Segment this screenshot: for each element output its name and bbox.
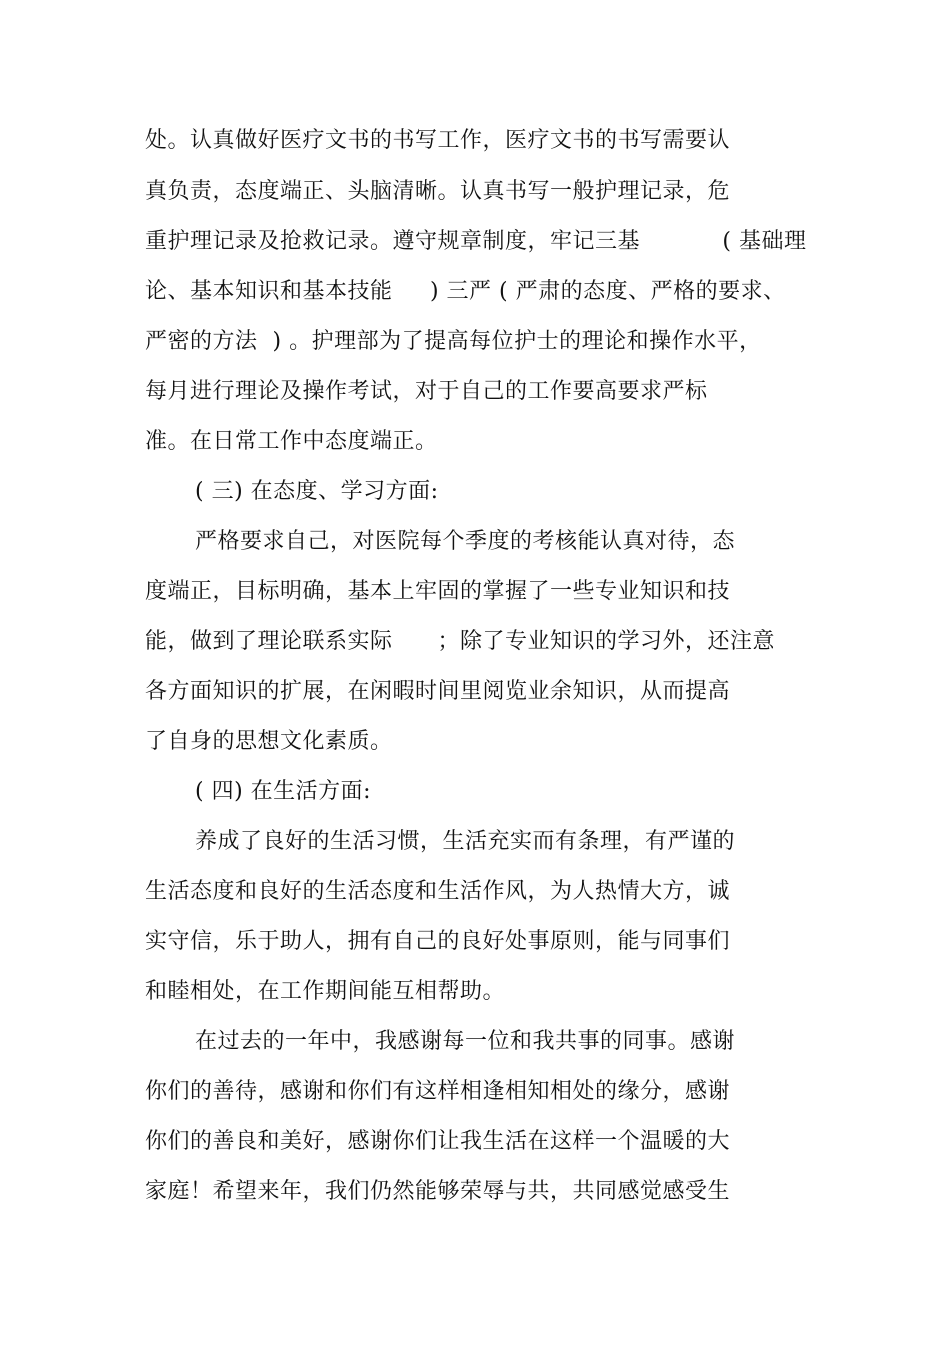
text-line: 论、基本知识和基本技能 ) 三严 ( 严肃的态度、严格的要求、 (145, 279, 786, 304)
text-line: 处。认真做好医疗文书的书写工作，医疗文书的书写需要认 (145, 128, 731, 153)
text-line: 每月进行理论及操作考试，对于自己的工作要高要求严标 (145, 379, 708, 404)
section-heading: ( 三) 在态度、学习方面: (195, 479, 439, 504)
text-line: 严密的方法 ) 。护理部为了提高每位护士的理论和操作水平， (145, 329, 762, 354)
section-heading: ( 四) 在生活方面: (195, 779, 372, 804)
text-line: 能，做到了理论联系实际 ；除了专业知识的学习外，还注意 (145, 629, 775, 654)
text-line: 实守信，乐于助人，拥有自己的良好处事原则，能与同事们 (145, 929, 731, 954)
text-line: 你们的善良和美好，感谢你们让我生活在这样一个温暖的大 (145, 1129, 731, 1154)
text-line: 了自身的思想文化素质。 (145, 729, 393, 754)
text-line: 重护理记录及抢救记录。遵守规章制度，牢记三基 ( 基础理 (145, 229, 807, 254)
text-line: 准。在日常工作中态度端正。 (145, 429, 438, 454)
text-line: 各方面知识的扩展，在闲暇时间里阅览业余知识，从而提高 (145, 679, 731, 704)
text-line: 度端正，目标明确，基本上牢固的掌握了一些专业知识和技 (145, 579, 731, 604)
text-line: 养成了良好的生活习惯，生活充实而有条理，有严谨的 (195, 829, 736, 854)
text-line: 和睦相处，在工作期间能互相帮助。 (145, 979, 506, 1004)
text-line: 严格要求自己，对医院每个季度的考核能认真对待，态 (195, 529, 736, 554)
text-line: 你们的善待，感谢和你们有这样相逢相知相处的缘分，感谢 (145, 1079, 731, 1104)
text-line: 真负责，态度端正、头脑清晰。认真书写一般护理记录，危 (145, 179, 731, 204)
text-line: 生活态度和良好的生活态度和生活作风，为人热情大方，诚 (145, 879, 731, 904)
text-line: 在过去的一年中，我感谢每一位和我共事的同事。感谢 (195, 1029, 736, 1054)
text-line: 家庭！希望来年，我们仍然能够荣辱与共，共同感觉感受生 (145, 1179, 731, 1204)
